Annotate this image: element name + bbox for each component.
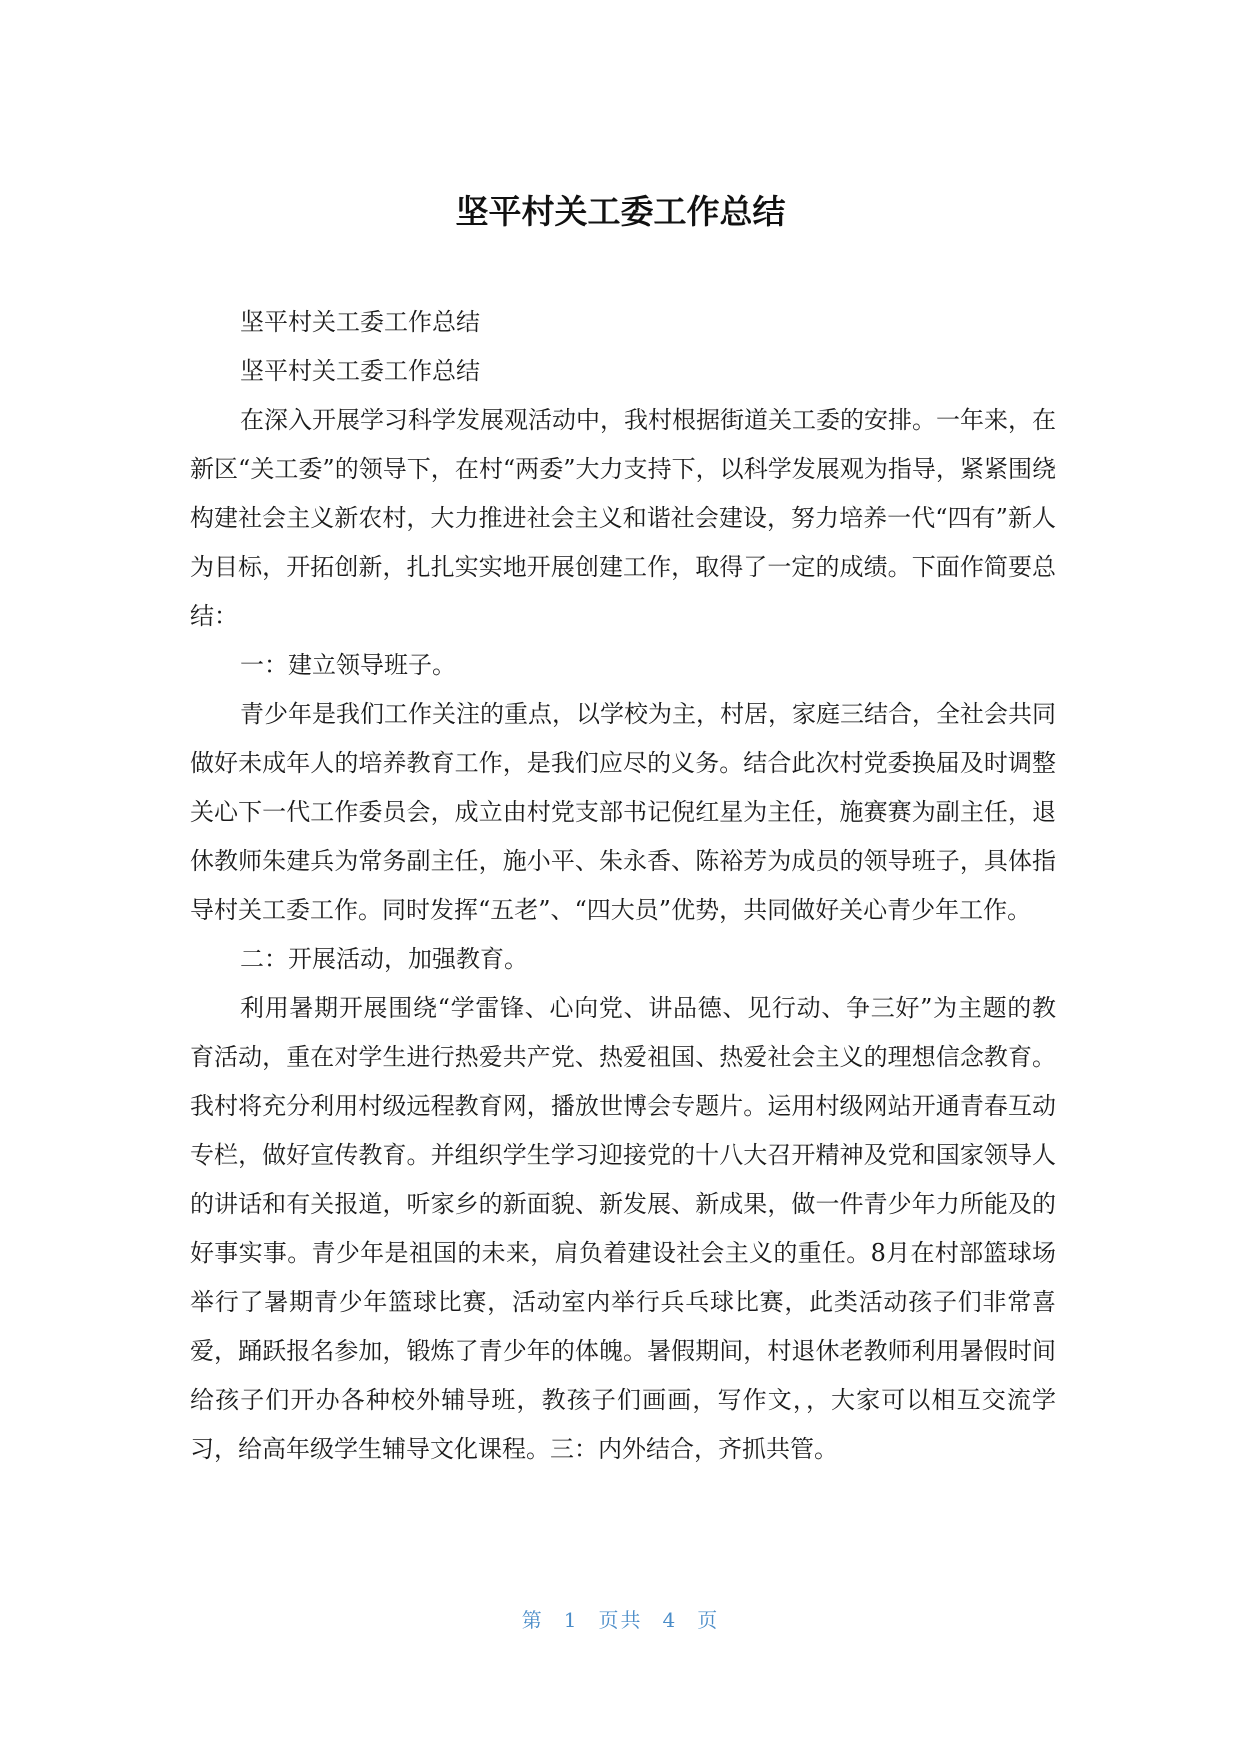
document-title: 坚平村关工委工作总结 xyxy=(455,192,786,231)
paragraph-subtitle-1: 坚平村关工委工作总结 xyxy=(240,308,480,336)
paragraph-section-2: 利用暑期开展围绕“学雷锋、心向党、讲品德、见行动、争三好”为主题的教育活动，重在对学生进行热爱共产党、热爱祖国、热爱社会主义的理想信念教育。我村将充分利用村级远程教育网，播放世博会专题片。运用村级网站开通青春互动专栏，做好宣传教育。并组织学生学习迎接党的十八大召开精神及党和国家领导人的讲话和有关报道，听家乡的新面貌、新发展、新成果，做一件青少年力所能及的好事实事。青少年是祖国的未来，肩负着建设社会主义的重任。8月在村部篮球场举行了暑期青少年篮球比赛，活动室内举行兵乓球比赛，此类活动孩子们非常喜爱，踊跃报名参加，锻炼了青少年的体魄。暑假期间，村退休老教师利用暑假时间给孩子们开办各种校外辅导班，教孩子们画画，写作文，，大家可以相互交流学习，给高年级学生辅导文化课程。三：内外结合，齐抓共管。 xyxy=(190,994,1056,1463)
page-label-suffix: 页 xyxy=(697,1608,720,1632)
document-body xyxy=(190,298,1056,1474)
total-pages-number: 4 xyxy=(662,1608,678,1632)
paragraph-section-1: 青少年是我们工作关注的重点，以学校为主，村居，家庭三结合，全社会共同做好未成年人的培养教育工作，是我们应尽的义务。结合此次村党委换届及时调整关心下一代工作委员会，成立由村党支部书记倪红星为主任，施赛赛为副主任，退休教师朱建兵为常务副主任，施小平、朱永香、陈裕芳为成员的领导班子，具体指导村关工委工作。同时发挥“五老”、“四大员”优势，共同做好关心青少年工作。 xyxy=(190,700,1056,924)
page-number-footer xyxy=(0,1606,1241,1634)
paragraph-subtitle-2: 坚平村关工委工作总结 xyxy=(240,357,480,385)
section-heading-1: 一：建立领导班子。 xyxy=(240,651,456,679)
page-label-mid: 页共 xyxy=(598,1608,643,1632)
paragraph-intro: 在深入开展学习科学发展观活动中，我村根据街道关工委的安排。一年来，在新区“关工委”的领导下，在村“两委”大力支持下，以科学发展观为指导，紧紧围绕构建社会主义新农村，大力推进社会主义和谐社会建设，努力培养一代“四有”新人为目标，开拓创新，扎扎实实地开展创建工作，取得了一定的成绩。下面作简要总结： xyxy=(190,406,1056,630)
section-heading-2: 二：开展活动，加强教育。 xyxy=(240,945,528,973)
current-page-number: 1 xyxy=(563,1608,579,1632)
page-label-prefix: 第 xyxy=(521,1608,544,1632)
